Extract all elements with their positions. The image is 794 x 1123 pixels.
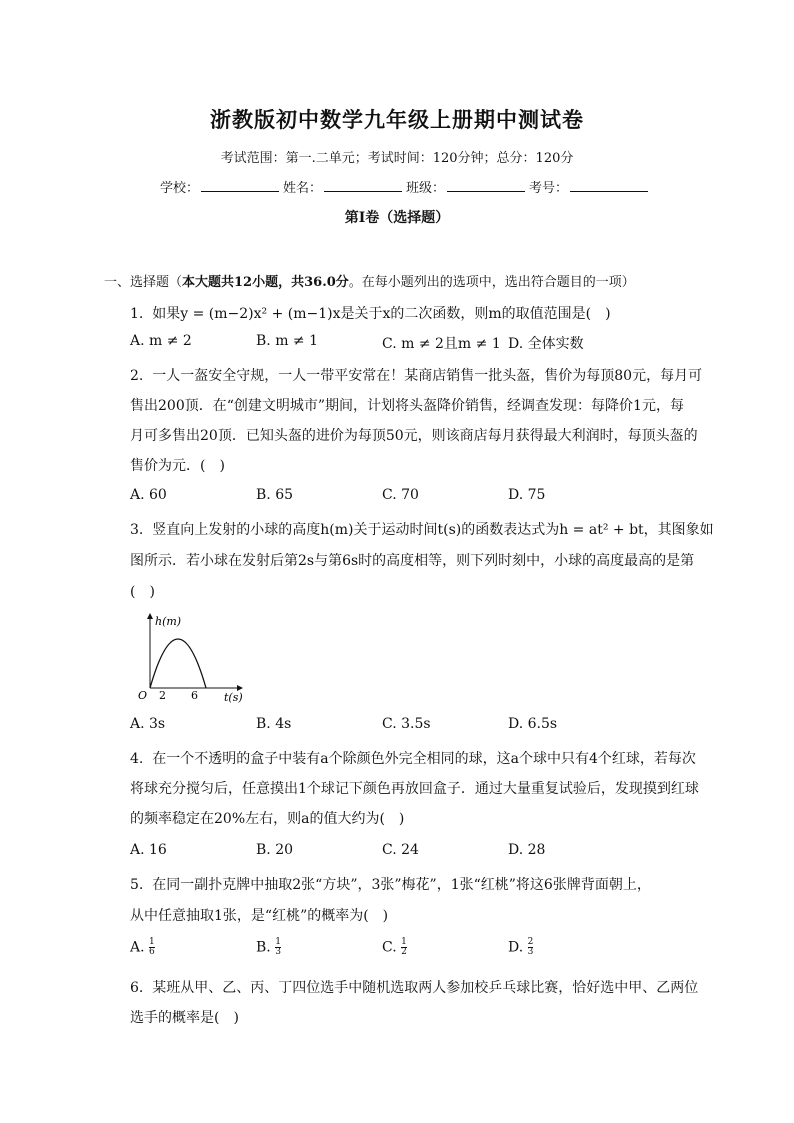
question-3-line-2: 图所示．若小球在发射后第2s与第6s时的高度相等，则下列时刻中，小球的高度最高的是第 — [130, 553, 695, 569]
section-bold: 本大题共12小题，共36.0分 — [182, 275, 349, 290]
school-label: 学校： — [160, 181, 200, 196]
x-axis-label: t(s) — [224, 691, 243, 704]
fraction — [528, 938, 534, 957]
question-number: 2. — [130, 368, 144, 384]
denominator: 2 — [401, 947, 407, 957]
option-d — [508, 938, 533, 957]
option-c: C. 70 — [382, 487, 419, 503]
exam-subtitle: 考试范围：第一.二单元；考试时间：120分钟；总分：120分 — [220, 151, 574, 166]
parabola-graph — [128, 608, 248, 704]
option-b: B. 4s — [256, 716, 292, 732]
question-4-line-3: 的频率稳定在20%左右，则a的值大约为( ) — [130, 811, 405, 827]
tick-label-6: 6 — [191, 689, 198, 702]
option-a: A. 3s — [130, 716, 166, 732]
exam-title: 浙教版初中数学九年级上册期中测试卷 — [210, 107, 584, 132]
question-1 — [130, 303, 611, 323]
option-b: B. 20 — [256, 842, 294, 858]
numerator: 2 — [527, 937, 534, 947]
denominator: 6 — [149, 947, 155, 957]
option-letter: B. — [256, 939, 271, 956]
question-text: 某班从甲、乙、丙、丁四位选手中随机选取两人参加校乒乓球比赛，恰好选中甲、乙两位 — [152, 980, 699, 996]
section-suffix: 。在每小题列出的选项中，选出符合题目的一项） — [348, 275, 635, 290]
question-2-line-3: 月可多售出20顶．已知头盔的进价为每顶50元，则该商店每月获得最大利润时，每顶头盔的 — [130, 428, 698, 444]
option-b: B. m ≠ 1 — [256, 333, 319, 349]
section-heading — [104, 271, 635, 290]
question-6-line-1 — [130, 977, 698, 997]
question-4-line-1 — [130, 748, 696, 768]
fraction — [275, 938, 281, 957]
question-number: 6. — [130, 980, 144, 996]
option-d: D. 全体实数 — [508, 336, 584, 352]
class-label: 班级： — [406, 181, 446, 196]
tick-label-2: 2 — [159, 689, 166, 702]
question-2-line-2: 售出200顶．在“创建文明城市”期间，计划将头盔降价销售，经调查发现：每降价1元，每 — [130, 398, 684, 414]
denominator: 3 — [275, 947, 281, 957]
question-3-line-1 — [130, 519, 714, 539]
option-d: D. 75 — [508, 487, 546, 503]
numerator: 1 — [401, 937, 407, 947]
question-text: 在一个不透明的盒子中装有a个除颜色外完全相同的球，这a个球中只有4个红球，若每次 — [152, 751, 696, 767]
question-2-line-4: 售价为元．( ) — [130, 458, 225, 474]
student-info-line — [160, 177, 652, 196]
option-c — [382, 938, 407, 957]
numerator: 1 — [149, 937, 155, 947]
numerator: 1 — [275, 937, 281, 947]
option-letter: D. — [508, 939, 524, 956]
origin-label: O — [138, 689, 148, 702]
question-text: 在同一副扑克牌中抽取2张“方块”，3张”梅花”，1张“红桃”将这6张牌背面朝上， — [152, 877, 651, 893]
option-letter: C. — [382, 939, 397, 956]
question-2-line-1 — [130, 365, 702, 385]
y-axis-label: h(m) — [155, 615, 182, 628]
school-blank — [201, 179, 279, 192]
question-5-line-1 — [130, 874, 651, 894]
option-letter: A. — [130, 939, 145, 956]
denominator: 3 — [527, 947, 534, 957]
option-a: A. m ≠ 2 — [130, 333, 192, 349]
fraction — [149, 938, 155, 957]
option-c: C. 24 — [382, 842, 419, 858]
volume-heading: 第I卷（选择题） — [344, 210, 450, 226]
question-6-line-2: 选手的概率是( ) — [130, 1010, 239, 1026]
option-b: B. 65 — [256, 487, 294, 503]
question-number: 4. — [130, 751, 144, 767]
question-number: 1. — [130, 306, 144, 322]
question-number: 3. — [130, 522, 144, 538]
fraction — [401, 938, 407, 957]
class-blank — [447, 179, 525, 192]
option-a — [130, 938, 155, 957]
question-4-line-2: 将球充分搅匀后，任意摸出1个球记下颜色再放回盒子．通过大量重复试验后，发现摸到红球 — [130, 781, 699, 797]
question-5-line-2: 从中任意抽取1张，是“红桃”的概率为( ) — [130, 908, 389, 924]
question-3-line-3: ( ) — [130, 584, 155, 600]
question-text: 竖直向上发射的小球的高度h(m)关于运动时间t(s)的函数表达式为h = at² + bt，其图象如 — [152, 522, 714, 538]
number-blank — [570, 179, 648, 192]
option-b — [256, 938, 281, 957]
number-label: 考号： — [529, 181, 569, 196]
option-d: D. 28 — [508, 842, 546, 858]
option-d: D. 6.5s — [508, 716, 558, 732]
option-a: A. 60 — [130, 487, 167, 503]
section-prefix: 一、选择题（ — [104, 275, 183, 290]
name-blank — [324, 179, 402, 192]
option-c: C. m ≠ 2且m ≠ 1 — [382, 336, 501, 352]
name-label: 姓名： — [283, 181, 323, 196]
option-a: A. 16 — [130, 842, 167, 858]
question-text: 一人一盔安全守规，一人一带平安常在！某商店销售一批头盔，售价为每顶80元，每月可 — [152, 368, 703, 384]
question-text: 如果y = (m−2)x² + (m−1)x是关于x的二次函数，则m的取值范围是( ) — [152, 306, 611, 322]
parabola-curve — [150, 639, 206, 688]
question-number: 5. — [130, 877, 144, 893]
option-c: C. 3.5s — [382, 716, 431, 732]
